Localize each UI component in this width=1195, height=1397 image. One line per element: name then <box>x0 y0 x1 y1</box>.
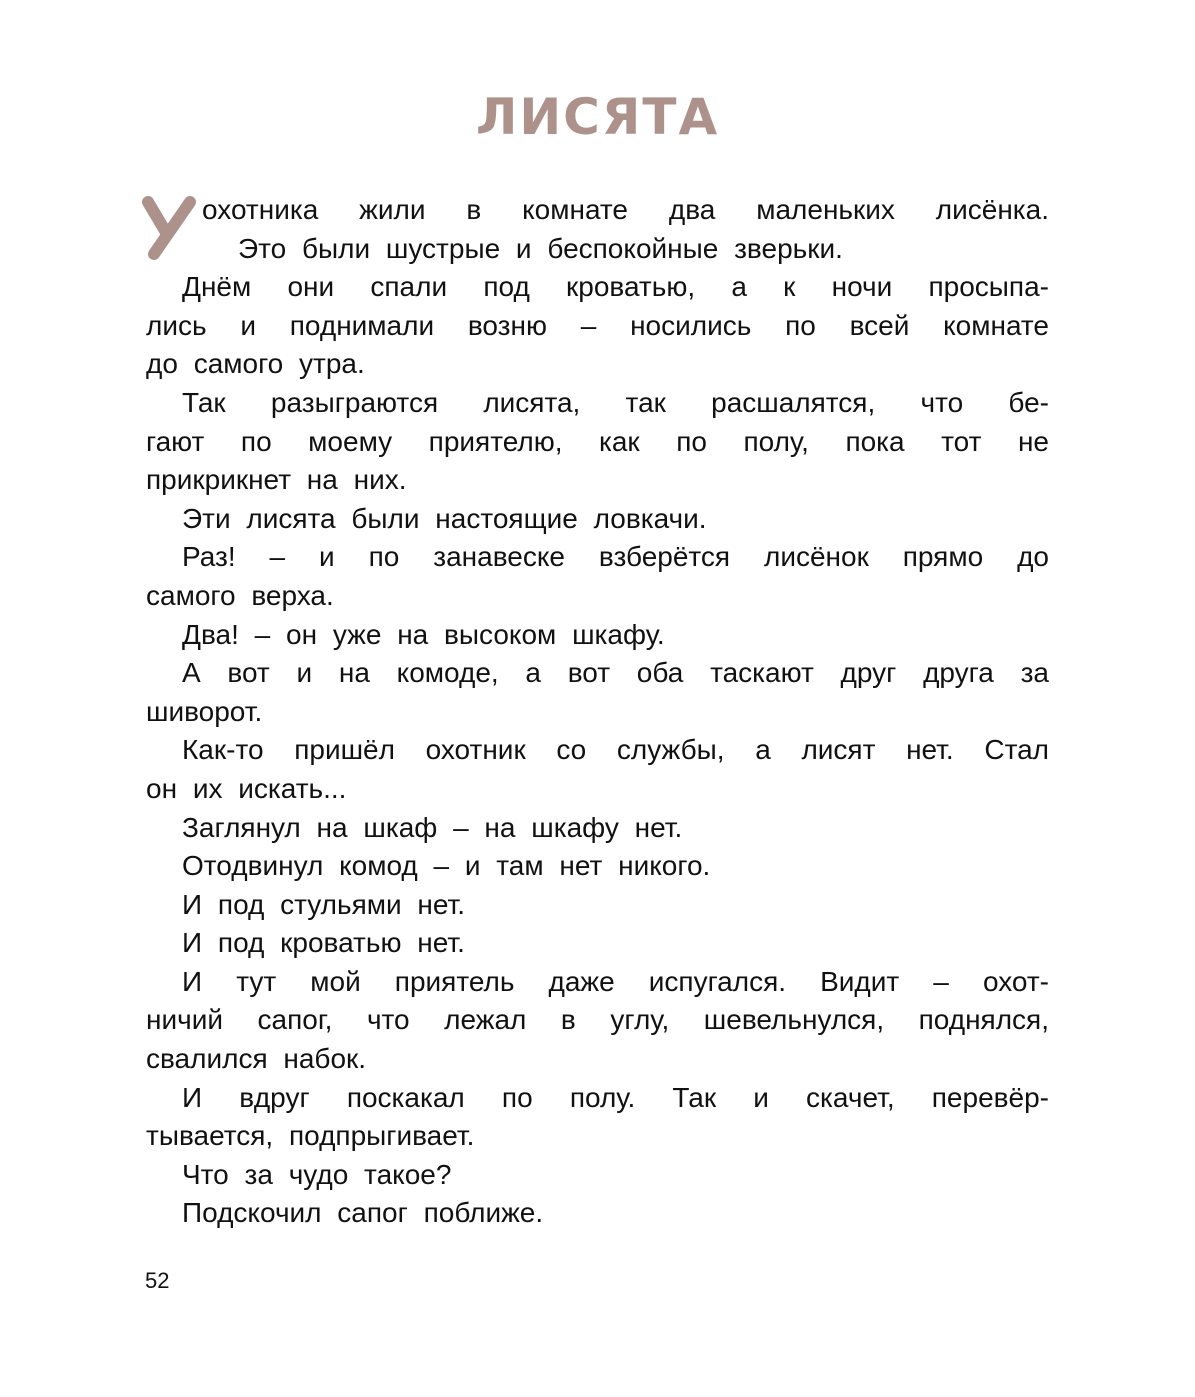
text-line: Как-то пришёл охотник со службы, а лисят нет. Стал <box>182 734 1049 766</box>
text-line: Эти лисята были настоящие ловкачи. <box>182 502 707 534</box>
text-line: И вдруг поскакал по полу. Так и скачет, перевёр- <box>182 1081 1049 1113</box>
text-line: Это были шустрые и беспокойные зверьки. <box>238 232 843 264</box>
text-line: гают по моему приятелю, как по полу, пока тот не <box>146 425 1049 457</box>
text-line: до самого утра. <box>146 348 365 380</box>
text-line: охотника жили в комнате два маленьких лисёнка. <box>202 194 1049 225</box>
story-text <box>146 191 1049 1233</box>
page-number: 52 <box>145 1268 170 1293</box>
text-line: тывается, подпрыгивает. <box>146 1120 475 1152</box>
text-line: прикрикнет на них. <box>146 464 407 496</box>
page-title: ЛИСЯТА <box>475 88 720 146</box>
text-line: Днём они спали под кроватью, а к ночи просыпа- <box>182 271 1049 303</box>
text-line: И тут мой приятель даже испугался. Видит – охот- <box>182 965 1049 997</box>
text-line: свалился набок. <box>146 1043 367 1075</box>
text-line: ничий сапог, что лежал в углу, шевельнулся, поднялся, <box>146 1004 1049 1036</box>
text-line: И под кроватью нет. <box>182 927 465 959</box>
text-line: Так разыграются лисята, так расшалятся, что бе- <box>182 386 1049 418</box>
text-line: шиворот. <box>146 695 263 727</box>
text-line: И под стульями нет. <box>182 888 466 920</box>
text-line: Отодвинул комод – и там нет никого. <box>182 850 711 882</box>
text-line: лись и поднимали возню – носились по всей комнате <box>146 309 1049 341</box>
text-line: Заглянул на шкаф – на шкафу нет. <box>182 811 683 843</box>
text-line: он их искать... <box>146 772 347 804</box>
text-line: Что за чудо такое? <box>182 1158 452 1190</box>
text-line: Подскочил сапог поближе. <box>182 1197 544 1229</box>
text-line: Два! – он уже на высоком шкафу. <box>182 618 665 650</box>
text-line: Раз! – и по занавеске взберётся лисёнок прямо до <box>182 541 1049 573</box>
text-line: А вот и на комоде, а вот оба таскают друг друга за <box>182 657 1049 689</box>
text-line: самого верха. <box>146 579 334 611</box>
